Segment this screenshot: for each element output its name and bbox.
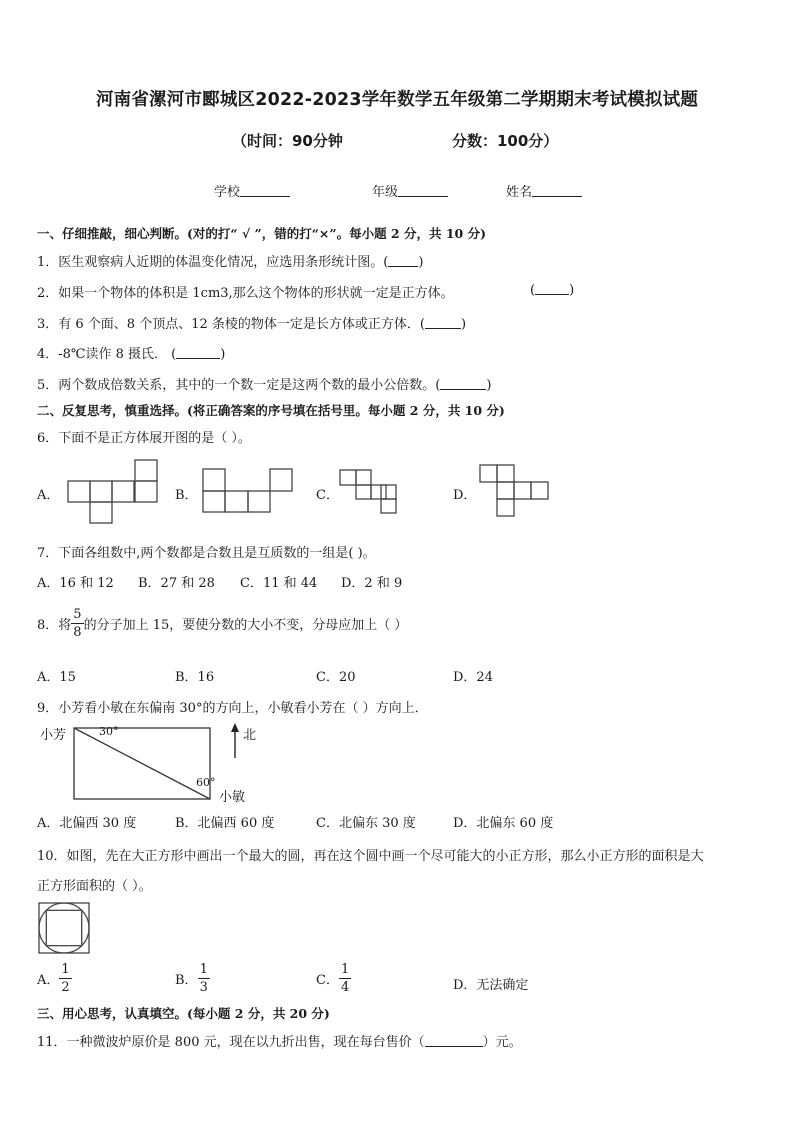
q10-option-a[interactable]: A． $\frac{1}{2}$	[37, 962, 70, 995]
q10-option-b[interactable]: B． $\frac{1}{3}$	[175, 962, 208, 995]
name-label: 姓名	[506, 185, 533, 200]
label-xiaomin: 小敏	[219, 790, 246, 805]
question-3: 3．有 6 个面、8 个顶点、12 条棱的物体一定是长方体或正方体．( )	[37, 317, 467, 332]
question-10-line-2: 正方形面积的（ ）。	[37, 879, 152, 894]
q10-option-d[interactable]: D．无法确定	[453, 978, 529, 993]
question-1: 1．医生观察病人近期的体温变化情况，应选用条形统计图。( )	[37, 255, 424, 270]
q7-option-a[interactable]: A．16 和 12	[37, 576, 114, 591]
section-1-heading: 一、仔细推敲，细心判断。(对的打“ √ ”，错的打“×”。每小题 2 分，共 10 分)	[37, 226, 486, 241]
grade-label: 年级	[372, 185, 399, 200]
question-5: 5．两个数成倍数关系，其中的一个数一定是这两个数的最小公倍数。( )	[37, 378, 492, 393]
q6-option-c[interactable]: C．	[316, 488, 339, 503]
section-2-heading: 二、反复思考，慎重选择。(将正确答案的序号填在括号里。每小题 2 分，共 10 分)	[37, 403, 505, 418]
school-label: 学校	[214, 185, 241, 200]
angle-60: 60°	[196, 776, 216, 789]
exam-score: 分数：100分）	[452, 132, 559, 150]
q9-option-d[interactable]: D．北偏东 60 度	[453, 816, 554, 831]
q10-option-c[interactable]: C． $\frac{1}{4}$	[316, 962, 350, 995]
question-11: 11．一种微波炉原价是 800 元，现在以九折出售，现在每台售价（ ）元。	[37, 1035, 522, 1050]
page-title: 河南省漯河市郾城区2022-2023学年数学五年级第二学期期末考试模拟试题	[95, 90, 699, 110]
label-xiaofang: 小芳	[40, 728, 67, 743]
q7-option-b[interactable]: B．27 和 28	[138, 576, 215, 591]
q9-option-c[interactable]: C．北偏东 30 度	[316, 816, 416, 831]
q6-option-b[interactable]: B．	[175, 488, 198, 503]
q7-option-d[interactable]: D．2 和 9	[341, 576, 403, 591]
answer-blank-11[interactable]	[425, 1034, 483, 1047]
question-8: 8．将 $\frac{5}{8}$ 的分子加上 15，要使分数的大小不变，分母应加上（ ）	[37, 607, 408, 640]
question-10-line-1: 10．如图，先在大正方形中画出一个最大的圆，再在这个圆中画一个尽可能大的小正方形，那么小正方形的面积是大	[37, 849, 704, 864]
q8-option-c[interactable]: C．20	[316, 670, 356, 685]
fraction-5-8: $\frac{5}{8}$	[73, 607, 82, 640]
q6-option-d[interactable]: D．	[453, 488, 477, 503]
question-4: 4．-8℃读作 8 摄氏． ( )	[37, 347, 226, 362]
section-3-heading: 三、用心思考，认真填空。(每小题 2 分，共 20 分)	[37, 1006, 330, 1021]
question-2-answer: ( )	[530, 283, 575, 298]
question-9: 9．小芳看小敏在东偏南 30°的方向上，小敏看小芳在（ ）方向上．	[37, 701, 428, 716]
q6-option-a[interactable]: A．	[37, 488, 60, 503]
exam-time: （时间：90分钟	[232, 132, 343, 150]
angle-30: 30°	[99, 725, 119, 738]
q9-option-b[interactable]: B．北偏西 60 度	[175, 816, 275, 831]
q9-option-a[interactable]: A．北偏西 30 度	[37, 816, 137, 831]
q8-option-b[interactable]: B．16	[175, 670, 215, 685]
question-6: 6．下面不是正方体展开图的是（ ）。	[37, 431, 251, 446]
question-2: 2．如果一个物体的体积是 1cm3,那么这个物体的形状就一定是正方体。	[37, 286, 454, 301]
label-north: 北	[243, 728, 257, 743]
q8-option-d[interactable]: D．24	[453, 670, 493, 685]
q8-option-a[interactable]: A．15	[37, 670, 76, 685]
question-7: 7．下面各组数中,两个数都是合数且是互质数的一组是( )。	[37, 546, 376, 561]
q7-option-c[interactable]: C．11 和 44	[240, 576, 318, 591]
